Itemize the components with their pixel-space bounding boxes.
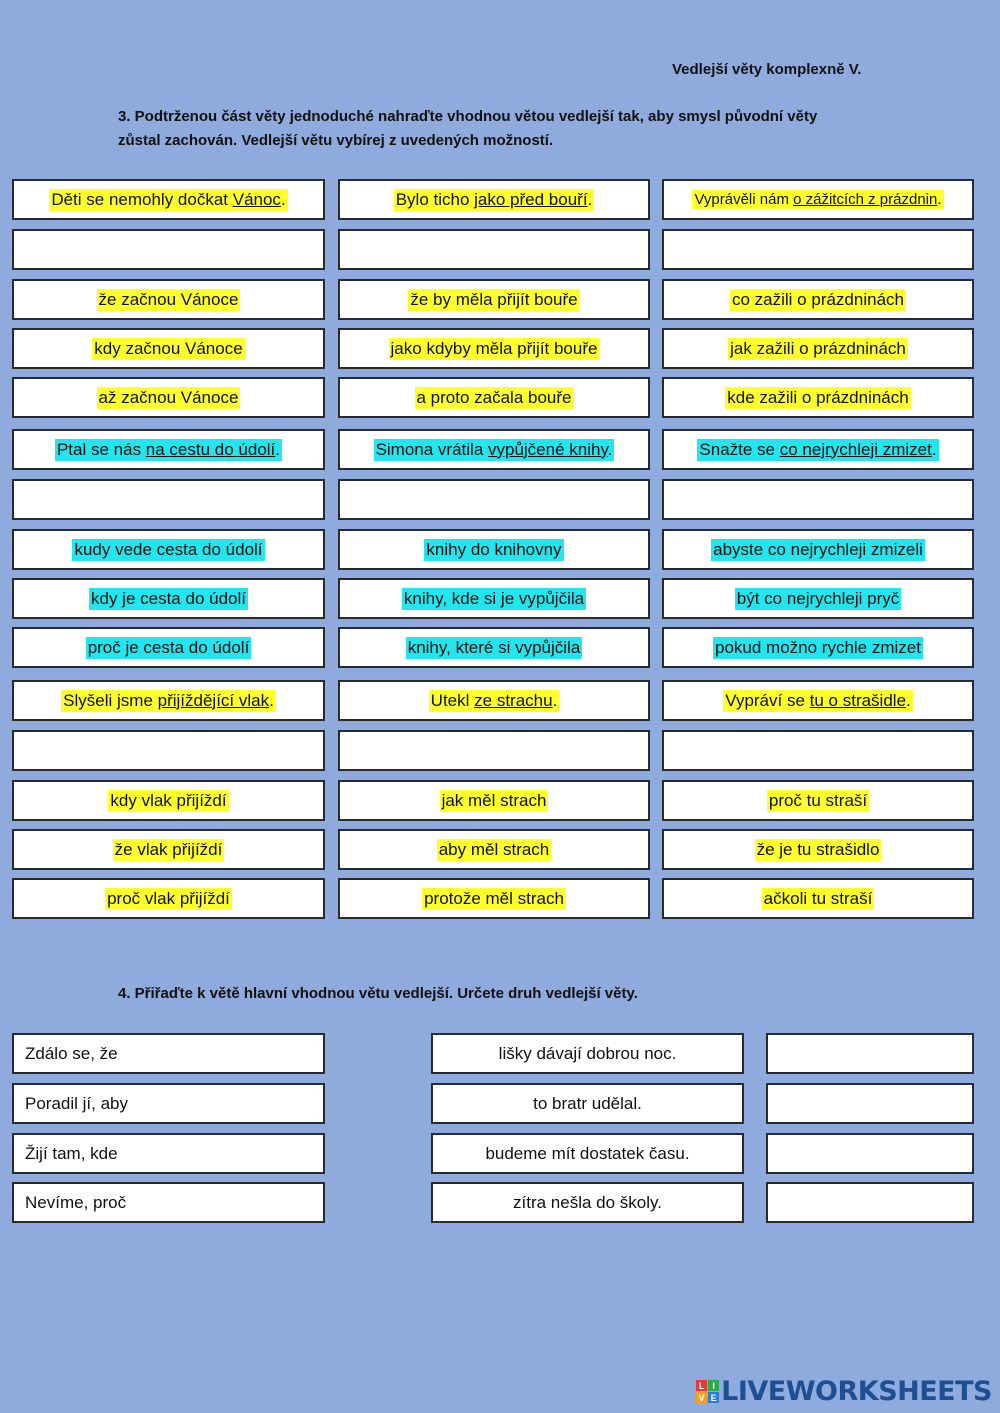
main-clause-text: Poradil jí, aby — [25, 1093, 128, 1113]
sentence-box — [12, 429, 325, 470]
sentence-text: Vypráví se — [725, 690, 810, 710]
main-clause-box — [12, 1133, 325, 1174]
option-box[interactable] — [338, 829, 650, 870]
option-text: že vlak přijíždí — [114, 839, 223, 859]
option-box[interactable] — [338, 529, 650, 570]
option-box[interactable] — [662, 627, 974, 668]
option-text: co zažili o prázdninách — [732, 289, 904, 309]
sentence-underlined-part: Vánoc — [232, 189, 281, 209]
liveworksheets-logo-text: LIVEWORKSHEETS — [721, 1376, 992, 1407]
sentence-box — [338, 429, 650, 470]
main-clause-text: Žijí tam, kde — [25, 1143, 118, 1163]
option-text: být co nejrychleji pryč — [736, 588, 900, 608]
option-text: až začnou Vánoce — [98, 387, 239, 407]
sentence-end: . — [607, 439, 613, 459]
option-box[interactable] — [662, 377, 974, 418]
sentence-text: Slyšeli jsme — [63, 690, 158, 710]
sentence-end: . — [587, 189, 593, 209]
sentence-box — [662, 179, 974, 220]
subordinate-clause-text: zítra nešla do školy. — [513, 1192, 662, 1212]
option-box[interactable] — [12, 578, 325, 619]
option-text: ačkoli tu straší — [763, 888, 873, 908]
sentence-box — [662, 429, 974, 470]
sentence-underlined-part: o zážitcích z prázdnin — [793, 191, 938, 208]
sentence-underlined-part: vypůjčené knihy — [488, 439, 608, 459]
logo-icon-tile: I — [708, 1380, 719, 1391]
clause-type-input[interactable] — [766, 1133, 974, 1174]
task3-instruction-line1: 3. Podtrženou část věty jednoduché nahraďte vhodnou větou vedlejší tak, aby smysl původní věty — [118, 108, 818, 125]
option-text: aby měl strach — [438, 839, 550, 859]
sentence-box — [338, 680, 650, 721]
option-box[interactable] — [12, 279, 325, 320]
sentence-end: . — [937, 191, 942, 208]
answer-input-box[interactable] — [12, 479, 325, 520]
main-clause-text: Nevíme, proč — [25, 1192, 127, 1212]
option-box[interactable] — [662, 279, 974, 320]
option-box[interactable] — [12, 377, 325, 418]
answer-input-box[interactable] — [338, 479, 650, 520]
sentence-highlight — [49, 189, 287, 211]
option-text: knihy, které si vypůjčila — [407, 637, 581, 657]
clause-type-input[interactable] — [766, 1083, 974, 1124]
sentence-end: . — [275, 439, 281, 459]
option-text: knihy do knihovny — [426, 539, 562, 559]
subordinate-clause-box[interactable] — [431, 1033, 744, 1074]
option-text: kde zažili o prázdninách — [727, 387, 909, 407]
sentence-end: . — [269, 690, 274, 710]
main-clause-box — [12, 1083, 325, 1124]
sentence-box — [662, 680, 974, 721]
sentence-end: . — [931, 439, 937, 459]
sentence-text: Bylo ticho — [395, 189, 475, 209]
option-box[interactable] — [662, 529, 974, 570]
sentence-text: Vyprávěli nám — [694, 191, 794, 208]
sentence-highlight — [55, 439, 282, 461]
sentence-underlined-part: jako před bouří — [474, 189, 588, 209]
option-text: jako kdyby měla přijít bouře — [390, 338, 598, 358]
option-text: že je tu strašidlo — [756, 839, 880, 859]
option-box[interactable] — [338, 627, 650, 668]
option-box[interactable] — [12, 627, 325, 668]
option-text: že začnou Vánoce — [98, 289, 239, 309]
sentence-underlined-part: tu o strašidle — [809, 690, 907, 710]
option-box[interactable] — [338, 578, 650, 619]
liveworksheets-logo — [696, 1376, 992, 1407]
option-box[interactable] — [662, 829, 974, 870]
answer-input-box[interactable] — [12, 229, 325, 270]
option-text: že by měla přijít bouře — [410, 289, 578, 309]
sentence-text: Utekl — [430, 690, 475, 710]
sentence-box — [12, 179, 325, 220]
option-text: abyste co nejrychleji zmizeli — [713, 539, 923, 559]
sentence-underlined-part: na cestu do údolí — [145, 439, 276, 459]
option-text: jak měl strach — [441, 790, 547, 810]
option-box[interactable] — [338, 279, 650, 320]
subordinate-clause-text: budeme mít dostatek času. — [485, 1143, 690, 1163]
sentence-text: Snažte se — [699, 439, 780, 459]
option-box[interactable] — [338, 780, 650, 821]
sentence-end: . — [906, 690, 911, 710]
sentence-end: . — [280, 189, 286, 209]
option-text: proč tu straší — [768, 790, 868, 810]
option-box[interactable] — [12, 328, 325, 369]
sentence-highlight — [374, 439, 615, 461]
answer-input-box[interactable] — [338, 730, 650, 771]
option-text: kudy vede cesta do údolí — [74, 539, 263, 559]
option-text: proč je cesta do údolí — [87, 637, 250, 657]
task3-instruction-line2: zůstal zachován. Vedlejší větu vybírej z uvedených možností. — [118, 132, 554, 149]
sentence-underlined-part: ze strachu — [474, 690, 553, 710]
option-box[interactable] — [338, 328, 650, 369]
option-text: a proto začala bouře — [416, 387, 572, 407]
answer-input-box[interactable] — [662, 229, 974, 270]
sentence-highlight — [61, 690, 276, 712]
logo-icon-tile: L — [696, 1380, 707, 1391]
option-box[interactable] — [662, 780, 974, 821]
sentence-highlight — [394, 189, 595, 211]
subordinate-clause-box[interactable] — [431, 1182, 744, 1223]
subordinate-clause-box[interactable] — [431, 1083, 744, 1124]
sentence-box — [12, 680, 325, 721]
option-box[interactable] — [338, 878, 650, 919]
option-box[interactable] — [338, 377, 650, 418]
option-box[interactable] — [12, 529, 325, 570]
option-text: jak zažili o prázdninách — [730, 338, 906, 358]
option-box[interactable] — [662, 328, 974, 369]
option-box[interactable] — [662, 578, 974, 619]
option-text: kdy začnou Vánoce — [94, 338, 243, 358]
option-box[interactable] — [12, 878, 325, 919]
option-text: kdy je cesta do údolí — [91, 588, 246, 608]
main-clause-box — [12, 1182, 325, 1223]
sentence-highlight — [723, 690, 913, 712]
liveworksheets-logo-icon — [696, 1380, 719, 1403]
worksheet-title: Vedlejší věty komplexně V. — [672, 61, 862, 78]
clause-type-input[interactable] — [766, 1182, 974, 1223]
option-box[interactable] — [662, 878, 974, 919]
subordinate-clause-box[interactable] — [431, 1133, 744, 1174]
answer-input-box[interactable] — [12, 730, 325, 771]
sentence-highlight — [697, 439, 938, 461]
option-text: proč vlak přijíždí — [107, 888, 230, 908]
option-box[interactable] — [12, 780, 325, 821]
subordinate-clause-text: to bratr udělal. — [533, 1093, 642, 1113]
option-text: protože měl strach — [424, 888, 564, 908]
answer-input-box[interactable] — [338, 229, 650, 270]
option-text: knihy, kde si je vypůjčila — [403, 588, 585, 608]
logo-icon-tile: E — [708, 1392, 719, 1403]
main-clause-text: Zdálo se, že — [25, 1043, 118, 1063]
sentence-end: . — [552, 690, 558, 710]
option-box[interactable] — [12, 829, 325, 870]
sentence-underlined-part: přijíždějící vlak — [157, 690, 270, 710]
subordinate-clause-text: lišky dávají dobrou noc. — [498, 1043, 677, 1063]
sentence-text: Simona vrátila — [375, 439, 488, 459]
sentence-text: Děti se nemohly dočkat — [51, 189, 233, 209]
sentence-highlight — [692, 190, 943, 209]
main-clause-box — [12, 1033, 325, 1074]
answer-input-box[interactable] — [662, 479, 974, 520]
task4-instruction: 4. Přiřaďte k větě hlavní vhodnou větu vedlejší. Určete druh vedlejší věty. — [118, 985, 638, 1002]
sentence-text: Ptal se nás — [56, 439, 146, 459]
option-text: pokud možno rychle zmizet — [715, 637, 921, 657]
answer-input-box[interactable] — [662, 730, 974, 771]
logo-icon-tile: V — [696, 1392, 707, 1403]
sentence-underlined-part: co nejrychleji zmizet — [779, 439, 932, 459]
sentence-box — [338, 179, 650, 220]
clause-type-input[interactable] — [766, 1033, 974, 1074]
option-text: kdy vlak přijíždí — [110, 790, 227, 810]
sentence-highlight — [429, 690, 560, 712]
